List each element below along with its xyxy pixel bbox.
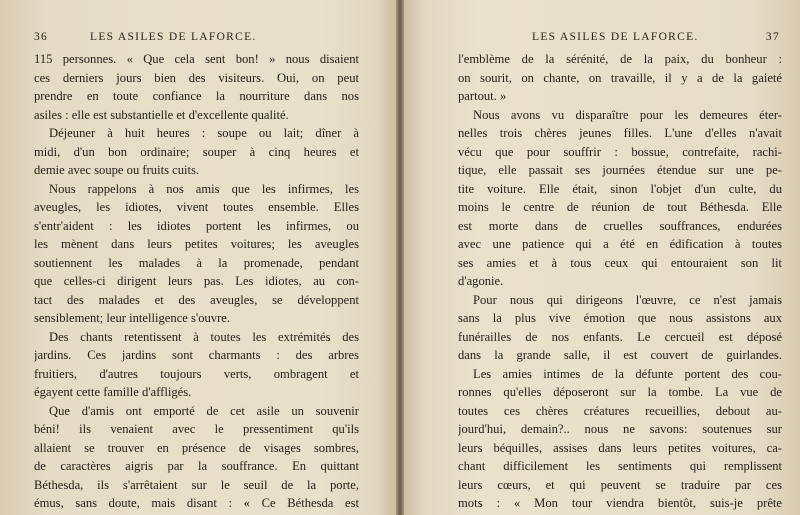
text-line: émus, sans doute, mais disant : « Ce Béthesda est <box>34 496 359 510</box>
text-line: leurs béquilles, assises dans leurs petites voitures, ca- <box>458 440 782 455</box>
text-line: partout. » <box>458 89 507 103</box>
text-line: 115 personnes. « Que cela sent bon! » nous disaient <box>34 52 359 66</box>
left-running-head-title: LES ASILES DE LAFORCE. <box>90 31 257 43</box>
text-line: ses amies et à tous ceux qui entouraient son lit <box>458 255 782 270</box>
right-page-number: 37 <box>765 31 780 43</box>
text-line: ronnes qu'elles déposeront sur la tombe. La vue de <box>458 385 782 399</box>
right-page-body-text <box>458 50 782 513</box>
text-line: allaient se trouver en présence de visages sombres, <box>34 440 359 455</box>
right-running-header <box>428 31 780 47</box>
text-line: prendre en toute confiance la nourriture dans nos <box>34 89 359 103</box>
text-line: mots : « Mon tour viendra bientôt, suis-je prête <box>458 496 782 510</box>
left-running-header <box>34 31 366 47</box>
text-line: Déjeuner à huit heures : soupe ou lait; dîner à <box>49 126 359 140</box>
text-line: vécu que pour souffrir : bossue, contrefaite, rachi- <box>458 144 782 159</box>
text-line: Que d'amis ont emporté de cet asile un souvenir <box>49 403 359 418</box>
text-line: demie avec soupe ou fruits cuits. <box>34 163 200 177</box>
text-line: Des chants retentissent à toutes les extrémités des <box>49 329 359 344</box>
text-line: sans la plus vive émotion que nous assistons aux <box>458 311 782 325</box>
text-line: que celles-ci dirigent leurs pas. Les idiotes, au con- <box>34 274 359 288</box>
text-line: toutes ces chères créatures recueillies, debout au- <box>458 403 782 418</box>
text-line: moins le centre de réunion de tout Béthesda. Elle <box>458 200 782 214</box>
text-line: Nous rappelons à nos amis que les infirmes, les <box>49 181 359 196</box>
text-line: ces derniers jours bien des visiteurs. Oui, on peut <box>34 70 359 85</box>
right-running-head-title: LES ASILES DE LAFORCE. <box>532 31 699 43</box>
text-line: sensiblement; leur intelligence s'ouvre. <box>34 311 231 325</box>
text-line: soutiennent les malades à la promenade, pendant <box>34 255 359 270</box>
text-line: tite voiture. Elle était, sinon l'objet d'un culte, du <box>458 181 782 196</box>
text-line: tact des malades et des aveugles, se développent <box>34 292 359 307</box>
text-line: leurs cœurs, et qui peuvent se traduire par ces <box>458 477 782 492</box>
text-line: on sourit, on chante, on travaille, il y a de la gaieté <box>458 70 782 85</box>
left-page-number: 36 <box>34 31 49 43</box>
text-line: tique, elle passait ses journées étendue sur une pe- <box>458 163 782 177</box>
text-line: jourd'hui, demain?.. nous ne savons: soutenues sur <box>458 422 782 436</box>
text-line: nelles trois chères jeunes filles. L'une d'elles n'avait <box>458 126 782 140</box>
text-line: aveugles, les idiotes, vivent toutes ensemble. Elles <box>34 200 359 214</box>
text-line: Pour nous qui dirigeons l'œuvre, ce n'est jamais <box>473 292 782 307</box>
text-line: d'agonie. <box>458 274 504 288</box>
text-line: les mènent dans leurs petites voitures; les aveugles <box>34 237 359 251</box>
text-line: Les amies intimes de la défunte portent des cou- <box>473 366 782 381</box>
text-line: jardins. Ces jardins sont charmants : des arbres <box>34 348 359 362</box>
text-line: Béthesda, ils s'arrêtaient sur le seuil de la porte, <box>34 477 359 492</box>
text-line: béni! ils venaient avec le pressentiment qu'ils <box>34 422 359 436</box>
text-line: asiles : elle est substantielle et d'excellente qualité. <box>34 107 289 122</box>
text-line: l'emblème de la sérénité, de la paix, du bonheur : <box>458 52 782 66</box>
text-line: midi, d'un bon ordinaire; souper à cinq heures et <box>34 144 359 159</box>
text-line: funérailles de nos enfants. Le cercueil est déposé <box>458 329 782 344</box>
text-line: chant difficilement les sentiments qui remplissent <box>458 459 782 473</box>
text-line: dans la grande salle, il est couvert de guirlandes. <box>458 348 782 362</box>
text-line: avec une patience qui a été en édification à toutes <box>458 237 782 251</box>
text-line: Nous avons vu disparaître pour les demeures éter- <box>473 107 782 122</box>
left-page-body-text <box>34 50 359 513</box>
text-line: égayent cette famille d'affligés. <box>34 385 192 399</box>
left-page <box>0 0 398 515</box>
text-line: de caractères aigris par la souffrance. En quittant <box>34 459 359 473</box>
text-line: s'entr'aident : les idiotes portent les infirmes, ou <box>34 218 359 233</box>
right-page <box>402 0 800 515</box>
text-line: est morte dans de cruelles souffrances, endurées <box>458 218 782 233</box>
text-line: fruitiers, d'autres toujours verts, ombragent et <box>34 366 359 381</box>
